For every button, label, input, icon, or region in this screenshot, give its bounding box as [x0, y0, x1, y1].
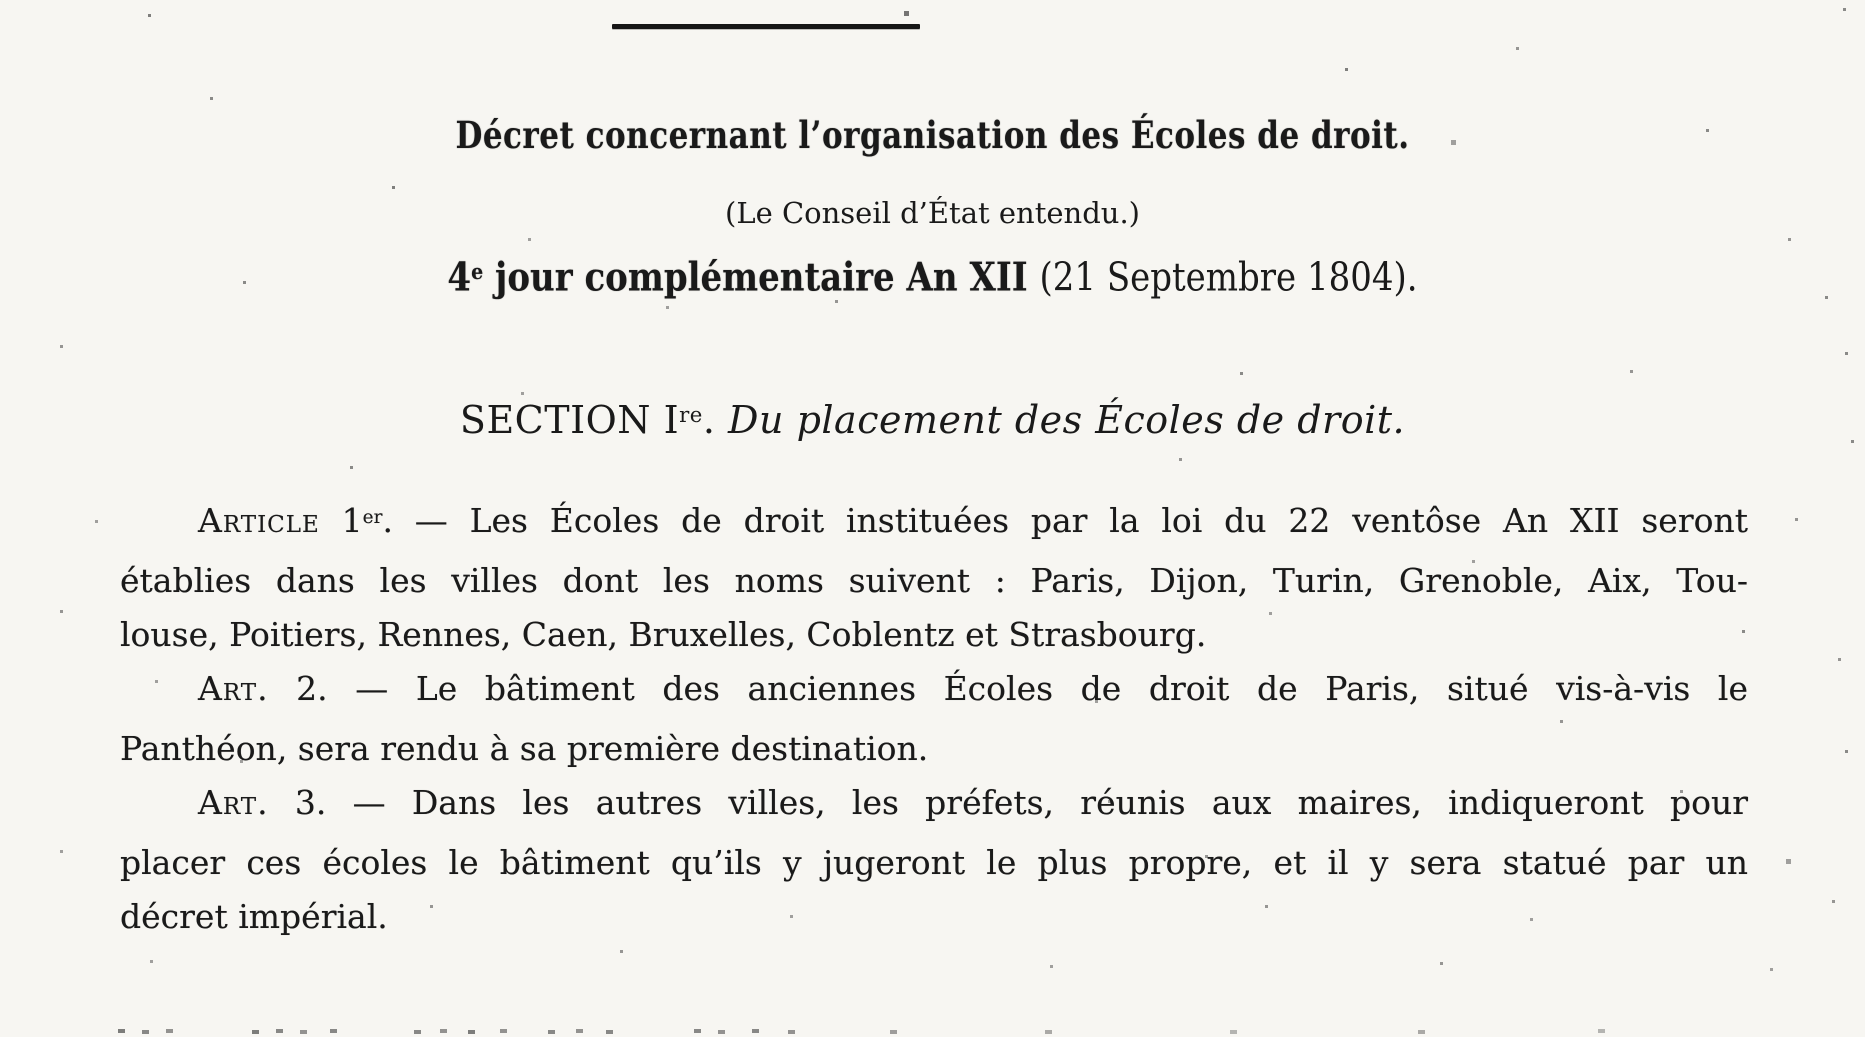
section-ordinal: re: [679, 403, 703, 429]
date-line-day: 4: [447, 255, 472, 301]
text-line: louse, Poitiers, Rennes, Caen, Bruxelles, Coblentz et Strasbourg.: [120, 615, 1207, 654]
page-title: Décret concernant l’organisation des Écoles de droit.: [455, 114, 1410, 158]
section-number: SECTION I: [459, 398, 680, 442]
text-line: [120, 776, 1748, 836]
document-body: [120, 494, 1748, 944]
article-label: Article: [198, 501, 320, 540]
text-line: décret impérial.: [120, 897, 388, 936]
text-line: [120, 494, 1748, 554]
article-3: [120, 776, 1748, 944]
section-heading: [0, 398, 1865, 442]
date-line-gregorian: (21 Septembre 1804).: [1039, 255, 1418, 301]
article-text: — Le bâtiment des anciennes Écoles de droit de Paris, situé vis-à-vis le: [327, 669, 1748, 708]
article-2: [120, 662, 1748, 776]
article-1: [120, 494, 1748, 662]
text-line: [120, 662, 1748, 722]
top-rule: [612, 24, 920, 29]
date-line-republican: jour complémentaire An XII: [483, 255, 1040, 301]
article-ordinal: er: [362, 506, 383, 528]
text-line: Panthéon, sera rendu à sa première destination.: [120, 729, 929, 768]
date-line-ordinal: e: [471, 260, 484, 286]
article-text: . — Les Écoles de droit instituées par la loi du 22 ventôse An XII seront: [382, 501, 1748, 540]
article-label: Art.: [198, 783, 269, 822]
article-number: 3.: [268, 783, 327, 822]
article-number: 2.: [268, 669, 328, 708]
article-label: Art.: [198, 669, 269, 708]
article-number: 1: [319, 501, 363, 540]
scan-noise-speckles: [0, 0, 3, 3]
council-note: (Le Conseil d’État entendu.): [725, 196, 1140, 230]
section-dot: .: [702, 398, 729, 442]
text-line: établies dans les villes dont les noms suivent : Paris, Dijon, Turin, Grenoble, Aix, Tou-: [120, 561, 1748, 600]
cutoff-next-line-fragments: [0, 1026, 7, 1030]
section-subject: Du placement des Écoles de droit.: [728, 398, 1406, 442]
text-line: placer ces écoles le bâtiment qu’ils y jugeront le plus propre, et il y sera statué par un: [120, 843, 1748, 882]
date-line: [0, 255, 1865, 301]
article-text: — Dans les autres villes, les préfets, réunis aux maires, indiqueront pour: [326, 783, 1748, 822]
